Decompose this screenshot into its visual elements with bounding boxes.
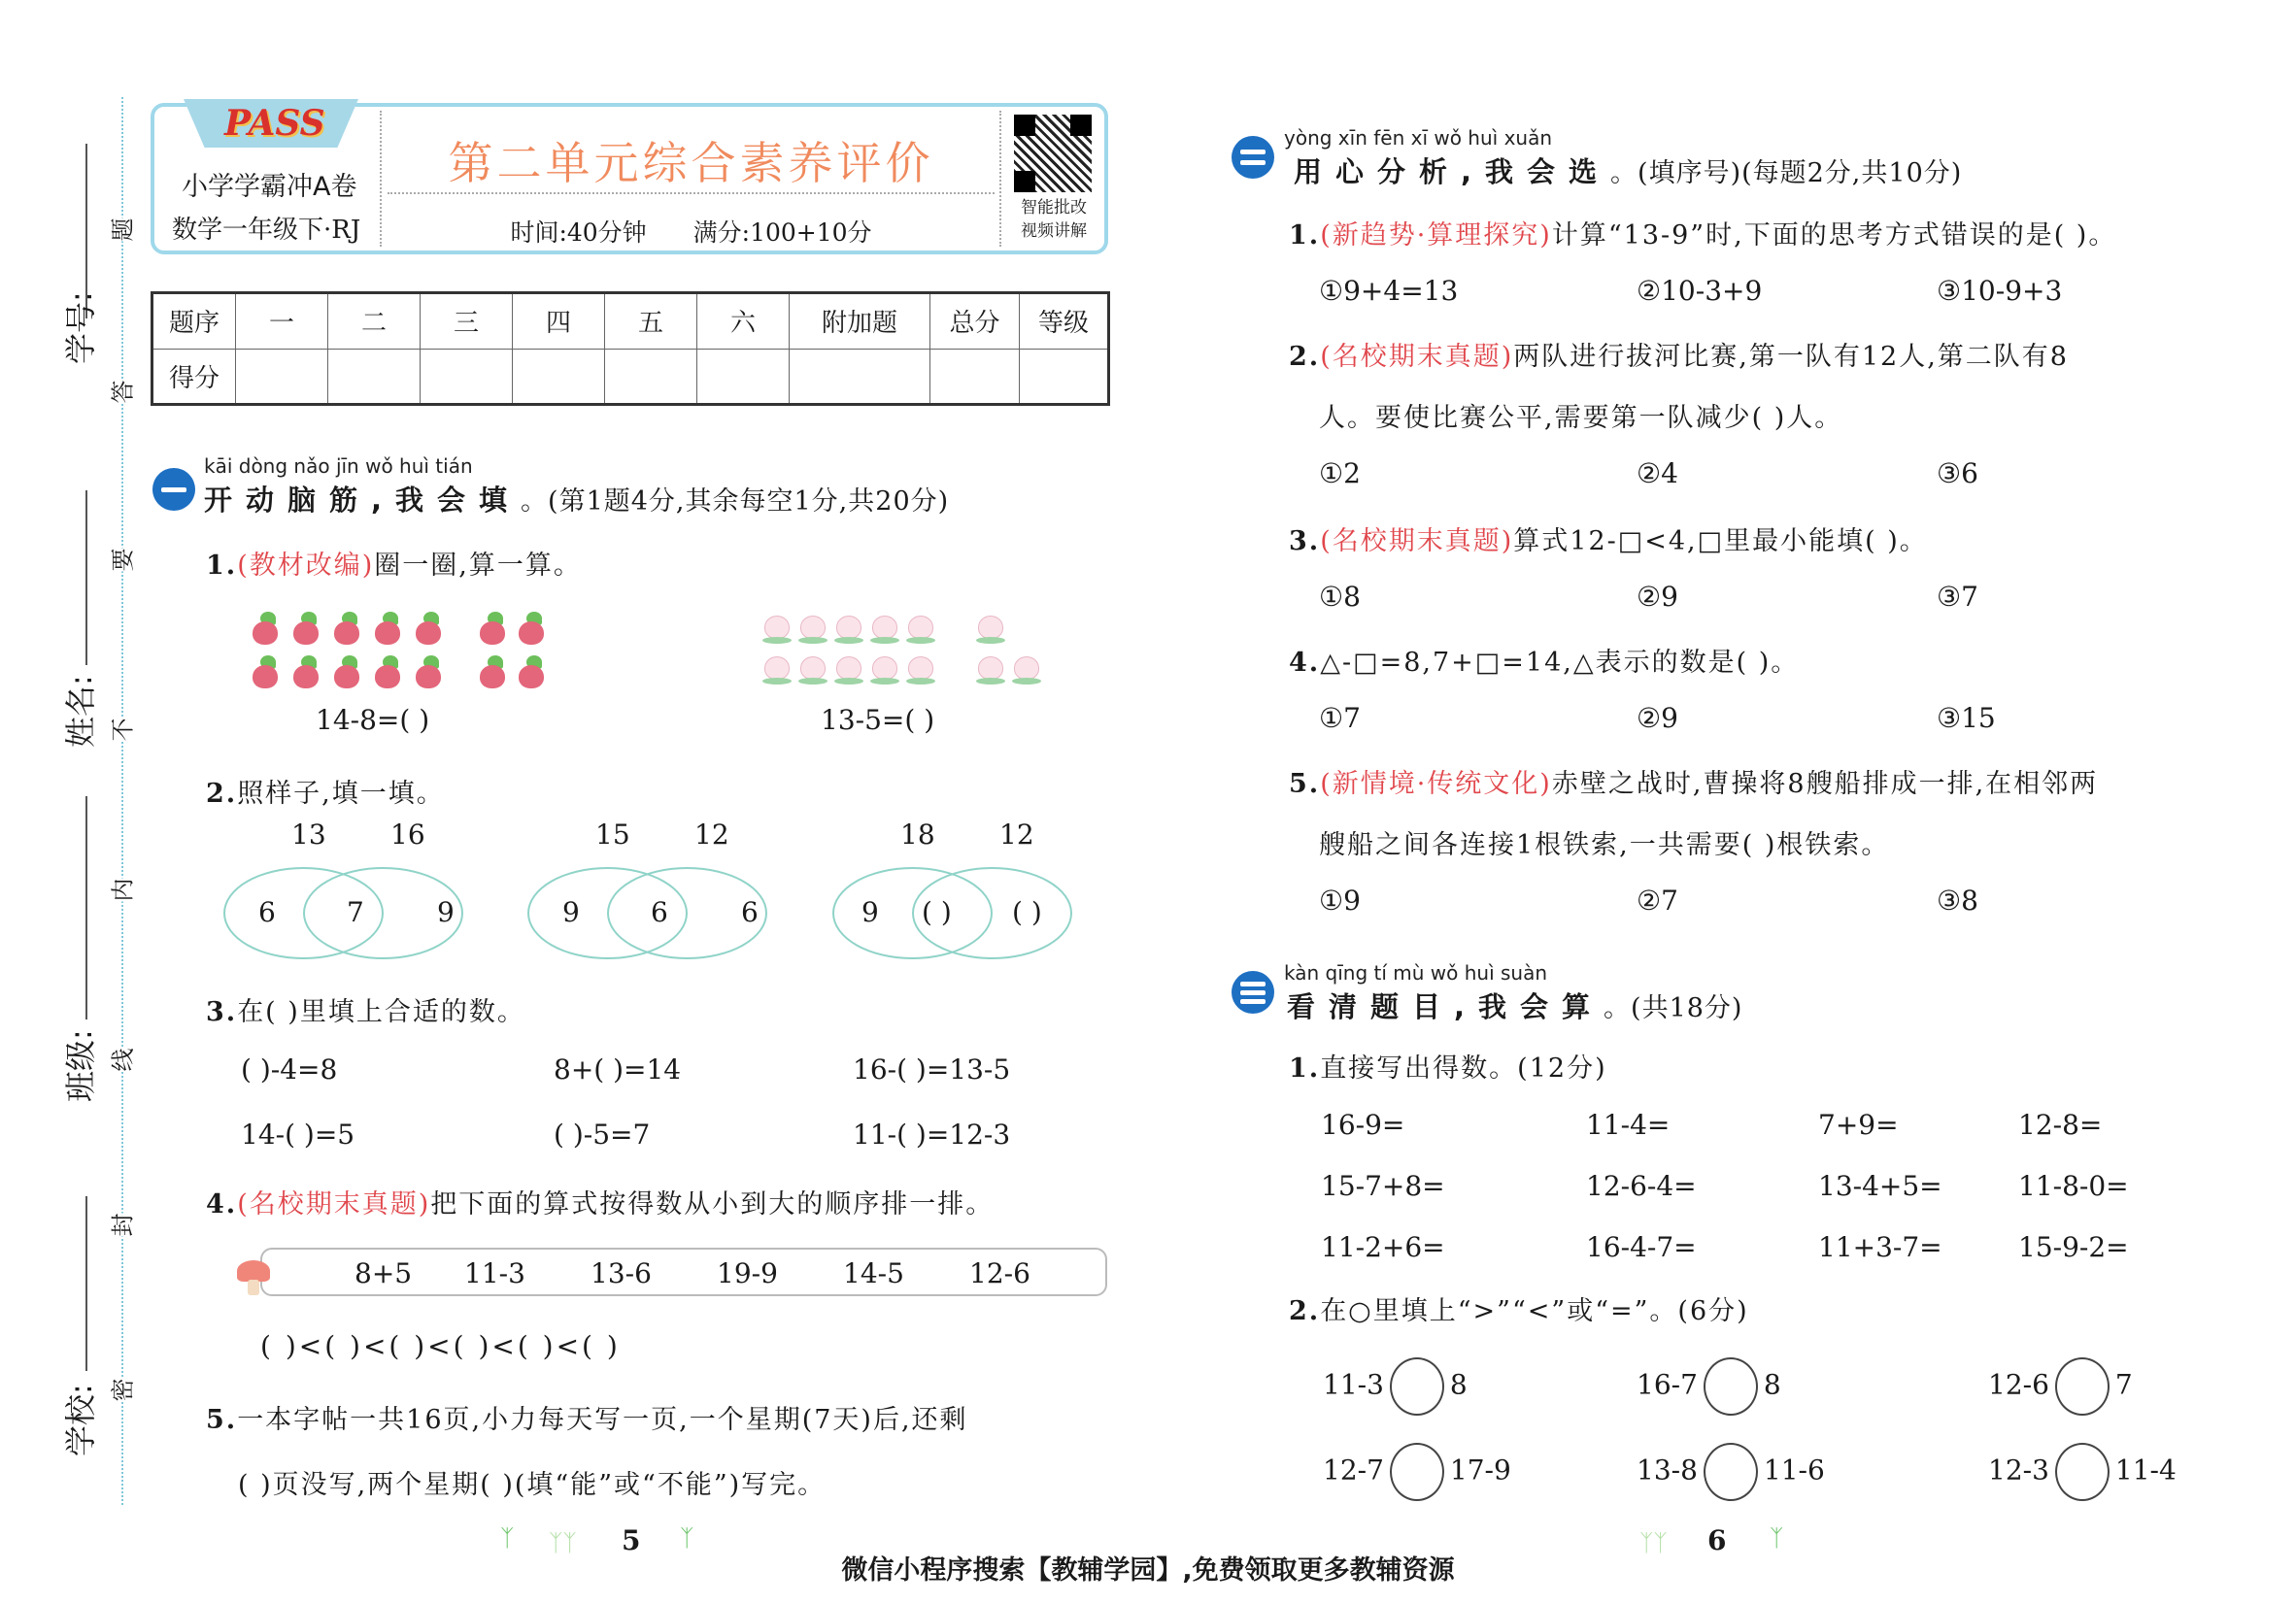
column-header: 等级 [1020, 293, 1109, 350]
question-number: 5. [206, 1405, 238, 1435]
page-number: 5 [622, 1524, 641, 1556]
calc-item[interactable]: 11+3-7= [1818, 1231, 1942, 1263]
question-number: 2. [1289, 1296, 1321, 1326]
question-tag: (名校期末真题) [1320, 526, 1514, 556]
peach-icon [870, 656, 899, 685]
question-3 [206, 990, 525, 1028]
venn-top-right: 12 [999, 819, 1034, 851]
student-id-label: 学号: [62, 291, 99, 364]
question-tag: (名校期末真题) [1320, 342, 1514, 372]
comparison-item [1988, 1443, 2177, 1501]
right-expression: 11-6 [1763, 1454, 1825, 1487]
left-expression: 12-3 [1988, 1454, 2049, 1487]
radish-icon [517, 612, 548, 645]
right-expression: 8 [1763, 1368, 1781, 1401]
calc-item[interactable]: 13-4+5= [1818, 1170, 1942, 1202]
answer-option[interactable]: ①9+4=13 [1319, 275, 1459, 307]
exam-meta [388, 214, 995, 249]
peach-icon [870, 616, 899, 645]
answer-option[interactable]: ③10-9+3 [1937, 275, 2063, 307]
choice-question [1289, 762, 2098, 800]
left-expression: 13-8 [1637, 1454, 1698, 1487]
class-line[interactable] [85, 796, 87, 1019]
calc-item[interactable]: 15-9-2= [2018, 1231, 2129, 1263]
radish-icon [478, 655, 509, 688]
venn-middle: 6 [651, 896, 668, 928]
radish-icon [251, 612, 282, 645]
venn-top-right: 16 [390, 819, 425, 851]
comparison-item [1637, 1357, 1781, 1416]
sprout-icon: ᛉᛉ [1639, 1529, 1668, 1556]
compare-circle-input[interactable] [1390, 1357, 1444, 1416]
venn-diagram [527, 819, 799, 959]
answer-option[interactable]: ②4 [1637, 457, 1678, 489]
comparison-item [1988, 1357, 2133, 1416]
subject-grade: 数学一年级下·RJ [172, 216, 361, 245]
calc-item[interactable]: 16-4-7= [1586, 1231, 1697, 1263]
venn-middle-blank[interactable]: ( ) [922, 896, 952, 928]
section-title [1294, 150, 1962, 190]
question-text: 照样子,填一填。 [237, 779, 445, 809]
column-header: 四 [513, 293, 605, 350]
section-title [1287, 986, 1742, 1025]
venn-top-right: 12 [694, 819, 729, 851]
comparison-item [1323, 1357, 1468, 1416]
sprout-icon: ᛉᛉ [549, 1529, 577, 1556]
peach-icon [798, 656, 827, 685]
venn-top-left: 18 [900, 819, 935, 851]
venn-left: 9 [861, 896, 879, 928]
question-text: 一本字帖一共16页,小力每天写一页,一个星期(7天)后,还剩 [237, 1405, 968, 1435]
choice-question [1289, 214, 2116, 251]
compare-circle-input[interactable] [1704, 1357, 1758, 1416]
question-text: 在( )里填上合适的数。 [237, 997, 525, 1027]
peach-icon [798, 616, 827, 645]
calc-item[interactable]: 16-9= [1321, 1109, 1405, 1141]
answer-option[interactable]: ①7 [1319, 702, 1361, 734]
exam-header [151, 103, 1108, 254]
radish-icon [332, 655, 363, 688]
sprout-icon: ᛉ [500, 1524, 515, 1552]
column-header: 一 [236, 293, 328, 350]
question-1 [206, 544, 582, 582]
answer-option[interactable]: ③8 [1937, 885, 1978, 917]
expression-chip: 12-6 [969, 1257, 1030, 1289]
divider [388, 192, 995, 194]
section-three-badge-icon [1232, 971, 1274, 1014]
answer-option[interactable]: ③7 [1937, 581, 1978, 613]
expression-chip: 14-5 [843, 1257, 904, 1289]
section-pinyin: yòng xīn fēn xī wǒ huì xuǎn [1284, 126, 1553, 150]
school-line[interactable] [85, 1196, 87, 1371]
question-5 [206, 1398, 968, 1436]
sprout-icon: ᛉ [1770, 1524, 1784, 1552]
answer-option[interactable]: ③6 [1937, 457, 1978, 489]
expression-chip: 13-6 [591, 1257, 652, 1289]
right-expression: 7 [2114, 1368, 2133, 1401]
venn-left: 9 [562, 896, 580, 928]
question-number: 1. [206, 551, 238, 581]
peach-icon [834, 656, 863, 685]
question-number: 1. [1289, 1053, 1321, 1084]
compare-circle-input[interactable] [2055, 1443, 2110, 1501]
seal-mark: 要 [100, 549, 142, 572]
score-cell[interactable] [605, 349, 697, 405]
question-number: 3. [1289, 526, 1321, 556]
column-header: 附加题 [790, 293, 930, 350]
compare-circle-input[interactable] [1704, 1443, 1758, 1501]
score-cell[interactable] [236, 349, 328, 405]
calc-item[interactable]: 11-4= [1586, 1109, 1671, 1141]
calc-item[interactable]: 7+9= [1818, 1109, 1899, 1141]
question-text-continued[interactable]: 人。要使比赛公平,需要第一队减少( )人。 [1319, 403, 1843, 433]
score-cell[interactable] [697, 349, 790, 405]
full-score: 满分:100+10分 [692, 218, 872, 247]
question-text[interactable]: 赤壁之战时,曹操将8艘船排成一排,在相邻两 [1551, 769, 2099, 799]
section-pinyin: kāi dòng nǎo jīn wǒ huì tián [204, 454, 473, 478]
calc-item[interactable]: 15-7+8= [1321, 1170, 1445, 1202]
expression-chip: 8+5 [355, 1257, 413, 1289]
qr-code-icon[interactable] [1014, 115, 1092, 192]
calc-item[interactable]: 11-2+6= [1321, 1231, 1445, 1263]
venn-diagram [223, 819, 495, 959]
fill-blank-item[interactable]: 14-( )=5 [241, 1119, 355, 1151]
row-label: 得分 [152, 349, 236, 405]
right-expression: 11-4 [2114, 1454, 2177, 1487]
section-title-text: 看清题目,我会算 [1287, 990, 1604, 1023]
pass-logo: PASS [224, 103, 325, 144]
peach-icon [976, 616, 1005, 645]
answer-option[interactable]: ①8 [1319, 581, 1361, 613]
page-number: 6 [1707, 1524, 1727, 1556]
question-tag: (新情境·传统文化) [1320, 769, 1552, 799]
column-header: 六 [697, 293, 790, 350]
calc-question-1 [1289, 1047, 1607, 1085]
left-expression: 16-7 [1637, 1368, 1698, 1401]
school-label: 学校: [62, 1384, 99, 1456]
radish-icon [373, 655, 404, 688]
venn-right: 6 [741, 896, 759, 928]
question-text[interactable]: △-□=8,7+□=14,△表示的数是( )。 [1320, 648, 1800, 678]
column-header: 二 [328, 293, 421, 350]
question-4 [206, 1183, 994, 1220]
peach-icon [906, 616, 935, 645]
question-2 [206, 772, 445, 810]
left-expression: 12-6 [1988, 1368, 2049, 1401]
section-title-text: 开动脑筋,我会填 [204, 484, 522, 517]
peach-icon [976, 656, 1005, 685]
radish-icon [332, 612, 363, 645]
sprout-icon: ᛉ [680, 1524, 694, 1552]
question-number: 3. [206, 997, 238, 1027]
question-text: 在○里填上“>”“<”或“=”。(6分) [1320, 1296, 1749, 1326]
answer-option[interactable]: ①2 [1319, 457, 1361, 489]
question-text-continued[interactable]: 艘船之间各连接1根铁索,一共需要( )根铁索。 [1319, 830, 1890, 860]
seal-mark: 封 [100, 1214, 142, 1237]
equation-blank[interactable]: 14-8=( ) [316, 704, 430, 736]
question-number: 2. [1289, 342, 1321, 372]
qr-caption-line1: 智能批改 [1021, 198, 1087, 217]
calc-item[interactable]: 11-8-0= [2018, 1170, 2129, 1202]
qr-caption-line2: 视频讲解 [1021, 221, 1087, 241]
qr-caption [1007, 196, 1100, 243]
expression-chip: 19-9 [717, 1257, 778, 1289]
venn-top-left: 15 [595, 819, 630, 851]
venn-middle: 7 [347, 896, 364, 928]
right-expression: 17-9 [1449, 1454, 1511, 1487]
class-label: 班级: [62, 1029, 99, 1102]
section-note: 。(第1题4分,其余每空1分,共20分) [521, 486, 950, 517]
peach-icon [1012, 656, 1041, 685]
score-cell[interactable] [790, 349, 930, 405]
divider [380, 111, 382, 247]
question-number: 1. [1289, 220, 1321, 251]
footer-promo-text: 微信小程序搜索【教辅学园】,免费领取更多教辅资源 [841, 1555, 1455, 1586]
section-pinyin: kàn qīng tí mù wǒ huì suàn [1284, 961, 1548, 985]
table-row [152, 349, 1109, 405]
seal-mark: 不 [100, 718, 142, 742]
question-text[interactable]: 两队进行拔河比赛,第一队有12人,第二队有8 [1513, 342, 2069, 372]
venn-right: 9 [437, 896, 455, 928]
question-tag: (教材改编) [237, 551, 375, 581]
score-cell[interactable] [930, 349, 1020, 405]
score-cell[interactable] [1020, 349, 1109, 405]
section-note: 。(共18分) [1604, 993, 1743, 1023]
venn-left: 6 [258, 896, 276, 928]
question-text[interactable]: 计算“13-9”时,下面的思考方式错误的是( )。 [1551, 220, 2117, 251]
answer-option[interactable]: ②10-3+9 [1637, 275, 1763, 307]
right-expression: 8 [1449, 1368, 1468, 1401]
question-number: 5. [1289, 769, 1321, 799]
equation-blank[interactable]: 13-5=( ) [821, 704, 935, 736]
peach-icon [906, 656, 935, 685]
fill-blank-item[interactable]: 16-( )=13-5 [853, 1053, 1011, 1086]
question-tag: (新趋势·算理探究) [1320, 220, 1552, 251]
calc-item[interactable]: 12-8= [2018, 1109, 2103, 1141]
expression-chip: 11-3 [464, 1257, 525, 1289]
venn-diagram [832, 819, 1104, 959]
section-note: 。(填序号)(每题2分,共10分) [1610, 158, 1963, 188]
left-expression: 11-3 [1323, 1368, 1384, 1401]
seal-mark: 线 [100, 1049, 142, 1072]
section-title [204, 479, 949, 518]
fill-blank-item[interactable]: 11-( )=12-3 [853, 1119, 1011, 1151]
divider [999, 111, 1001, 247]
radish-icon [517, 655, 548, 688]
fill-blank-item[interactable]: ( )-4=8 [241, 1053, 338, 1086]
radish-icon [291, 655, 322, 688]
name-line[interactable] [85, 490, 87, 665]
section-title-text: 用心分析,我会选 [1294, 155, 1611, 188]
comparison-item [1323, 1443, 1511, 1501]
radish-icon [478, 612, 509, 645]
score-cell[interactable] [421, 349, 513, 405]
venn-top-left: 13 [291, 819, 326, 851]
radish-icon [414, 655, 445, 688]
time-limit: 时间:40分钟 [510, 218, 647, 247]
choice-question [1289, 519, 1928, 557]
row-label: 题序 [152, 293, 236, 350]
left-expression: 12-7 [1323, 1454, 1384, 1487]
question-number: 2. [206, 779, 238, 809]
venn-right-blank[interactable]: ( ) [1012, 896, 1042, 928]
ordering-answer-blanks[interactable]: ( )<( )<( )<( )<( )<( ) [260, 1330, 621, 1362]
answer-option[interactable]: ②9 [1637, 702, 1678, 734]
seal-mark: 内 [100, 879, 142, 902]
score-cell[interactable] [513, 349, 605, 405]
peach-icon [762, 656, 792, 685]
choice-question [1289, 641, 1799, 679]
radish-icon [251, 655, 282, 688]
mushroom-icon [237, 1260, 276, 1299]
question-5-line2[interactable]: ( )页没写,两个星期( )(填“能”或“不能”)写完。 [238, 1470, 827, 1500]
column-header: 总分 [930, 293, 1020, 350]
series-name: 小学学霸冲A卷 [182, 172, 357, 202]
name-label: 姓名: [62, 675, 99, 748]
question-tag: (名校期末真题) [237, 1189, 431, 1220]
answer-option[interactable]: ③15 [1937, 702, 1996, 734]
compare-circle-input[interactable] [1390, 1443, 1444, 1501]
choice-question [1289, 335, 2069, 373]
question-text: 把下面的算式按得数从小到大的顺序排一排。 [430, 1189, 995, 1220]
radish-icon [373, 612, 404, 645]
radish-icon [291, 612, 322, 645]
seal-mark: 题 [100, 218, 142, 242]
answer-option[interactable]: ①9 [1319, 885, 1361, 917]
radish-icon [414, 612, 445, 645]
column-header: 三 [421, 293, 513, 350]
fill-blank-item[interactable]: 8+( )=14 [554, 1053, 682, 1086]
question-number: 4. [1289, 648, 1321, 678]
seal-mark: 密 [100, 1379, 142, 1402]
exam-title: 第二单元综合素养评价 [448, 137, 934, 189]
calc-question-2 [1289, 1289, 1749, 1327]
table-row [152, 293, 1109, 350]
binding-dotted-line [121, 97, 123, 1505]
fill-blank-item[interactable]: ( )-5=7 [554, 1119, 651, 1151]
peach-icon [834, 616, 863, 645]
question-text: 直接写出得数。(12分) [1320, 1053, 1607, 1084]
answer-option[interactable]: ②7 [1637, 885, 1678, 917]
comparison-item [1637, 1443, 1825, 1501]
section-two-badge-icon [1232, 136, 1274, 179]
section-one-badge-icon [152, 468, 195, 511]
question-text[interactable]: 算式12-□<4,□里最小能填( )。 [1513, 526, 1928, 556]
peach-icon [762, 616, 792, 645]
seal-mark: 答 [100, 381, 142, 404]
score-cell[interactable] [328, 349, 421, 405]
question-number: 4. [206, 1189, 238, 1220]
calc-item[interactable]: 12-6-4= [1586, 1170, 1697, 1202]
score-table [151, 291, 1110, 406]
question-text: 圈一圈,算一算。 [374, 551, 582, 581]
answer-option[interactable]: ②9 [1637, 581, 1678, 613]
column-header: 五 [605, 293, 697, 350]
compare-circle-input[interactable] [2055, 1357, 2110, 1416]
